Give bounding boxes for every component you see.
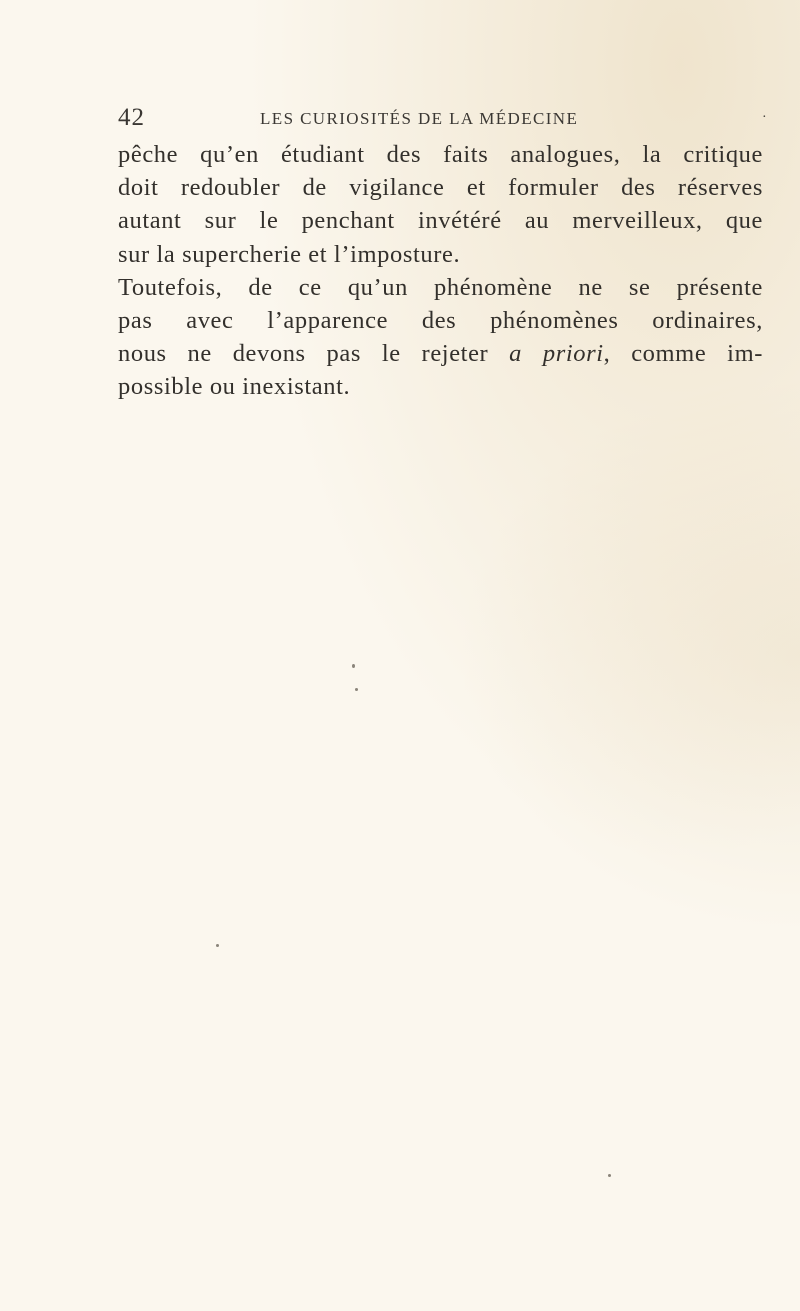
paper-speck [216,944,219,947]
running-head [118,104,767,132]
text-line: autant sur le penchant invétéré au merveilleux, que [118,207,763,235]
text-line: Toutefois, de ce qu’un phénomène ne se présente [118,273,763,301]
paper-speck [608,1174,611,1177]
text-line: possible ou inexistant. [118,373,351,401]
text-fragment: , comme im- [603,340,763,368]
italic-phrase: a priori [509,340,604,368]
paper-speck [352,664,355,668]
paper-speck [355,688,358,691]
text-fragment: nous ne devons pas le rejeter [118,340,489,368]
text-line: sur la supercherie et l’imposture. [118,240,461,268]
running-title: LES CURIOSITÉS DE LA MÉDECINE [260,109,579,128]
header-dot: · [762,110,767,125]
text-line: doit redoubler de vigilance et formuler des réserves [118,174,763,202]
page-number: 42 [118,104,145,131]
text-line: pêche qu’en étudiant des faits analogues, la critique [118,141,763,168]
text-line: pas avec l’apparence des phénomènes ordinaires, [118,307,763,335]
text-line-with-italic [118,337,763,370]
body-text [118,138,763,404]
